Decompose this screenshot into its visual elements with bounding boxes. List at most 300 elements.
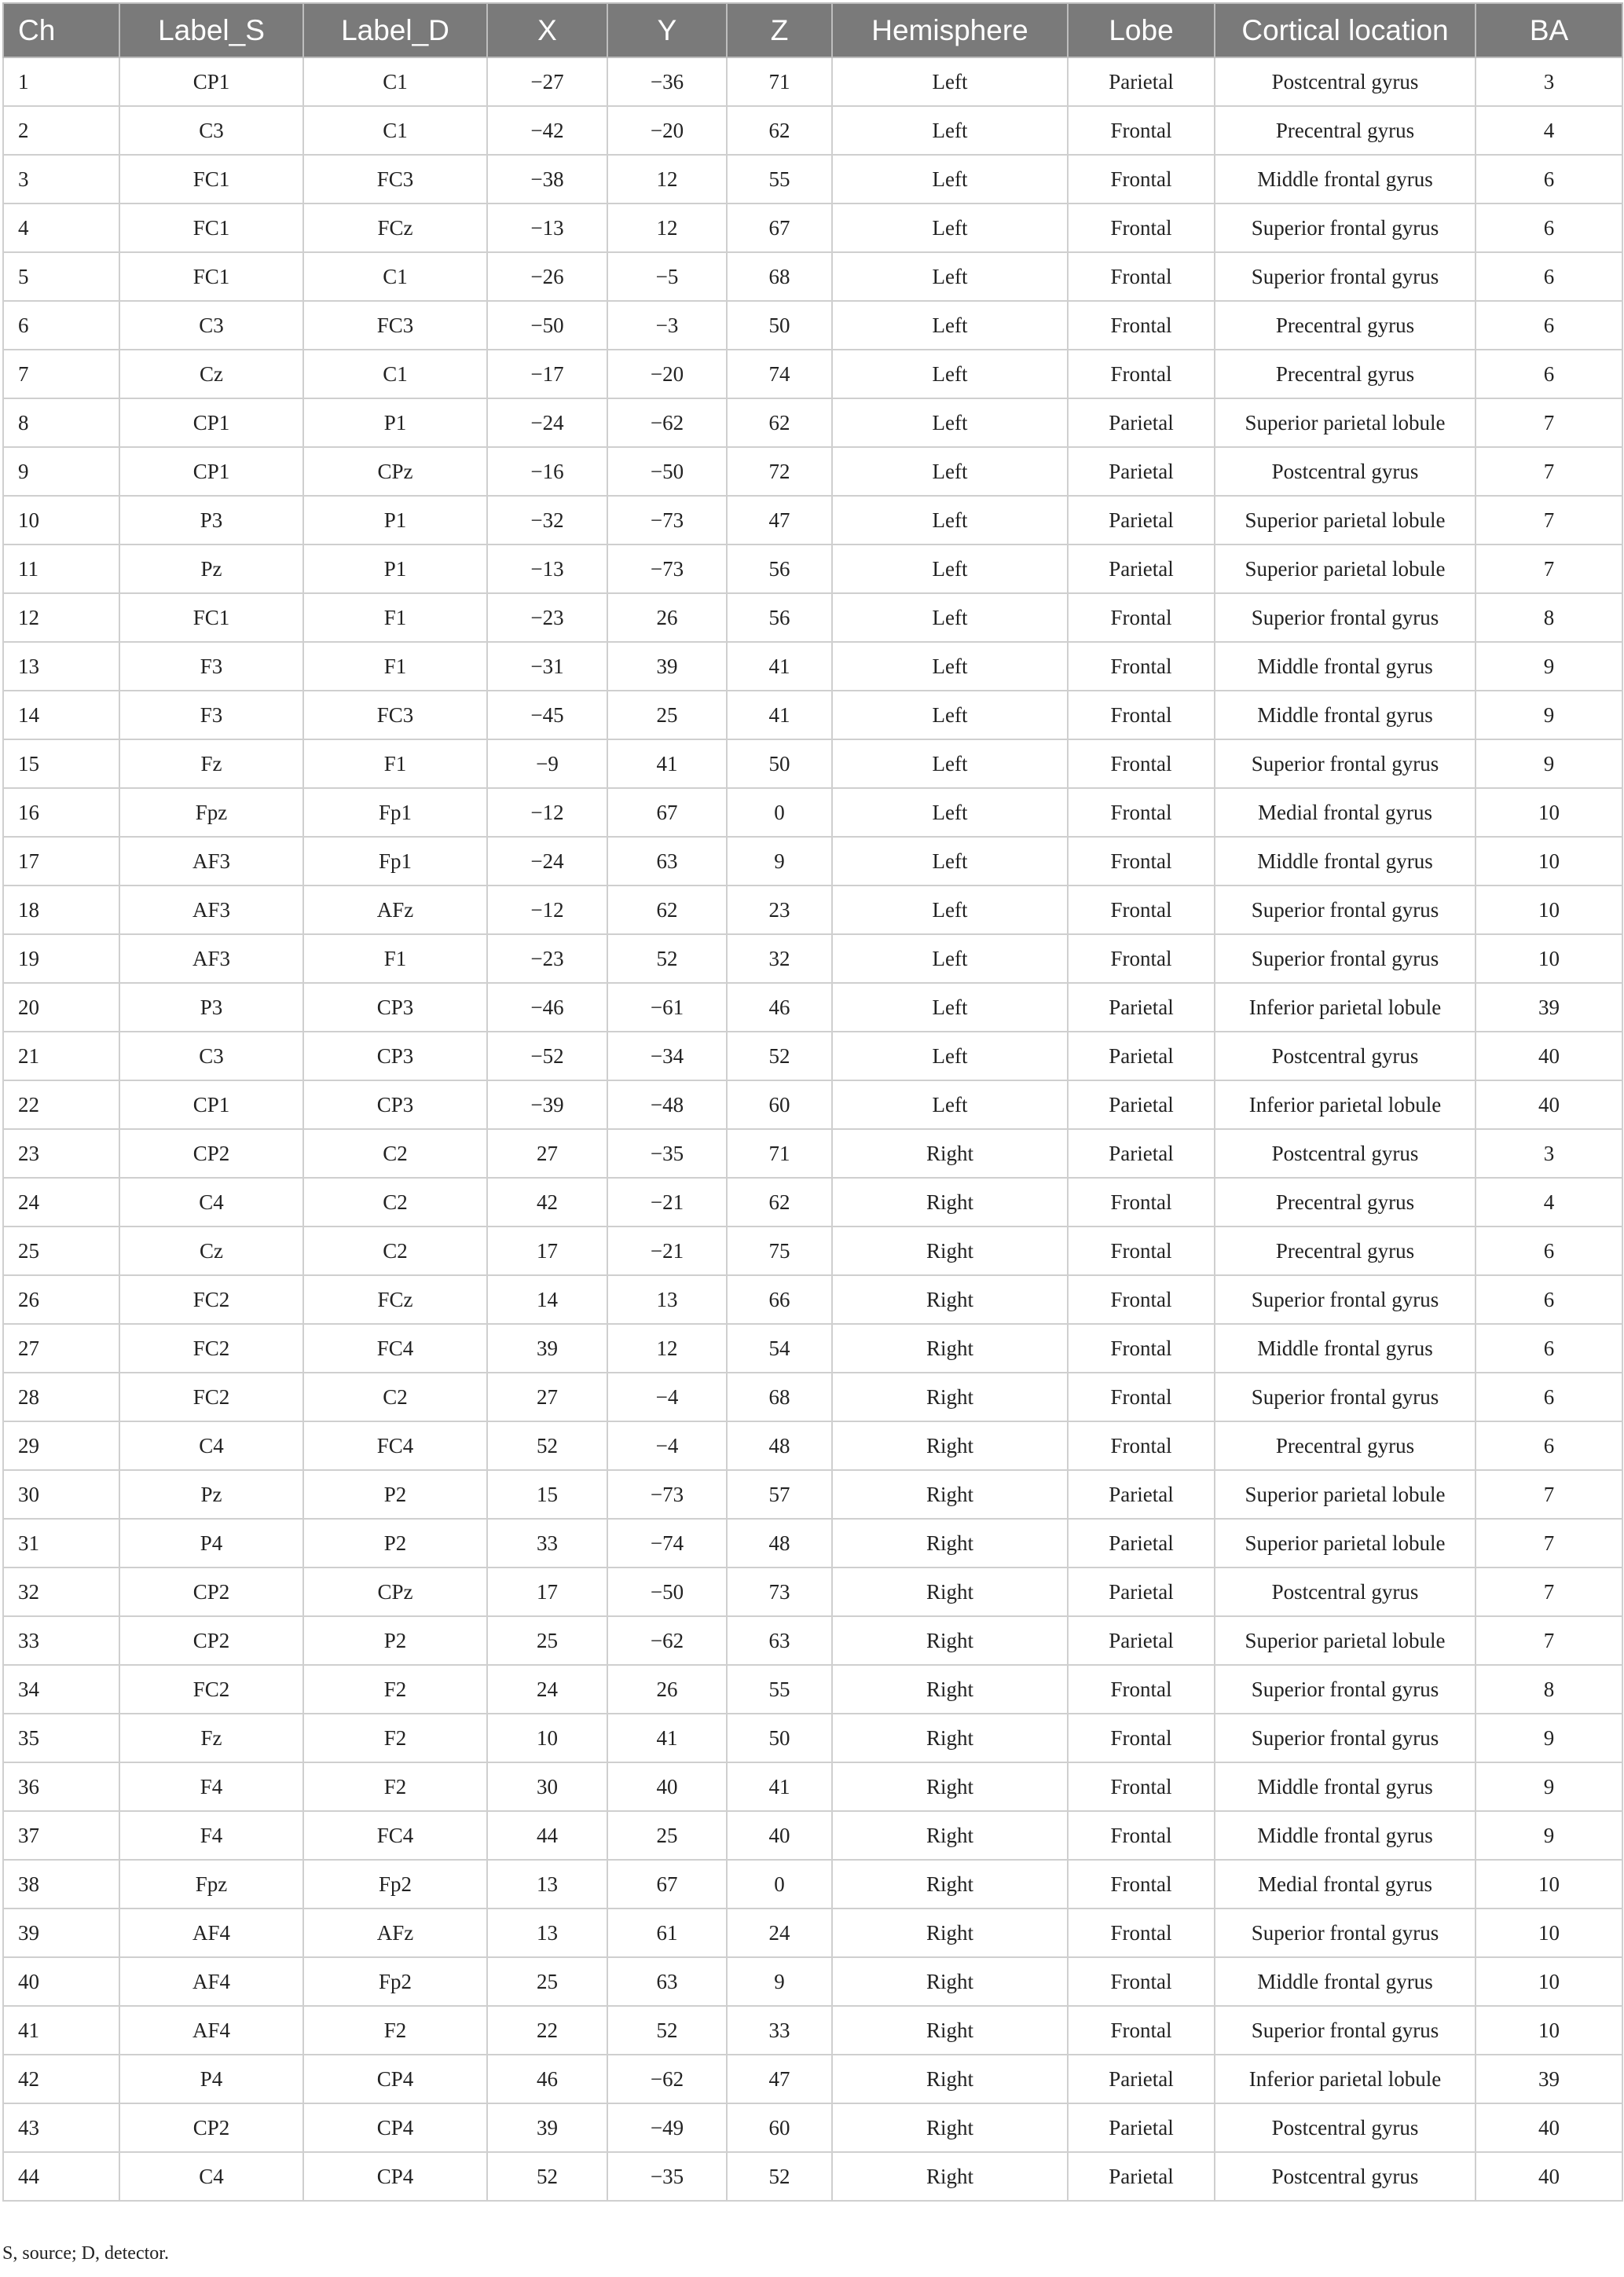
- cell-ba: 10: [1476, 1908, 1622, 1957]
- table-row: [3, 837, 1622, 886]
- cell-z: 50: [727, 1714, 832, 1762]
- table-row: [3, 934, 1622, 983]
- cell-y: −20: [607, 350, 727, 398]
- cell-z: 68: [727, 252, 832, 301]
- cell-x: −38: [487, 155, 607, 204]
- cell-ba: 3: [1476, 1129, 1622, 1178]
- cell-hemisphere: Left: [832, 155, 1068, 204]
- table-row: [3, 252, 1622, 301]
- cell-label-d: C1: [303, 252, 487, 301]
- cell-ba: 7: [1476, 447, 1622, 496]
- cell-label-s: FC1: [119, 155, 303, 204]
- cell-lobe: Frontal: [1068, 788, 1215, 837]
- cell-z: 62: [727, 1178, 832, 1226]
- cell-cortical-location: Inferior parietal lobule: [1215, 1080, 1476, 1129]
- cell-x: 25: [487, 1957, 607, 2006]
- cell-ba: 40: [1476, 1032, 1622, 1080]
- cell-label-s: C4: [119, 1178, 303, 1226]
- table-row: [3, 1470, 1622, 1519]
- table-row: [3, 788, 1622, 837]
- cell-hemisphere: Right: [832, 1226, 1068, 1275]
- cell-hemisphere: Right: [832, 1470, 1068, 1519]
- table-row: [3, 691, 1622, 739]
- cell-x: 22: [487, 2006, 607, 2055]
- cell-z: 63: [727, 1616, 832, 1665]
- cell-z: 55: [727, 1665, 832, 1714]
- cell-cortical-location: Superior frontal gyrus: [1215, 934, 1476, 983]
- cell-hemisphere: Right: [832, 2006, 1068, 2055]
- cell-label-s: FC2: [119, 1373, 303, 1421]
- cell-x: 52: [487, 2152, 607, 2201]
- cell-x: 17: [487, 1226, 607, 1275]
- cell-y: −5: [607, 252, 727, 301]
- cell-label-s: Fpz: [119, 1860, 303, 1908]
- cell-label-s: CP1: [119, 1080, 303, 1129]
- cell-y: −21: [607, 1178, 727, 1226]
- cell-label-s: P4: [119, 1519, 303, 1568]
- cell-ch: 29: [3, 1421, 119, 1470]
- channel-table: [2, 2, 1623, 2202]
- cell-lobe: Frontal: [1068, 1373, 1215, 1421]
- cell-ch: 30: [3, 1470, 119, 1519]
- cell-ba: 10: [1476, 837, 1622, 886]
- cell-ba: 40: [1476, 2152, 1622, 2201]
- cell-label-d: C2: [303, 1373, 487, 1421]
- cell-ba: 9: [1476, 739, 1622, 788]
- cell-z: 71: [727, 57, 832, 106]
- cell-label-s: C3: [119, 301, 303, 350]
- cell-label-s: AF3: [119, 934, 303, 983]
- cell-x: 25: [487, 1616, 607, 1665]
- table-row: [3, 1226, 1622, 1275]
- header-label-s: Label_S: [119, 3, 303, 57]
- cell-label-s: C3: [119, 106, 303, 155]
- cell-ch: 13: [3, 642, 119, 691]
- cell-lobe: Frontal: [1068, 886, 1215, 934]
- cell-ch: 10: [3, 496, 119, 544]
- cell-cortical-location: Superior frontal gyrus: [1215, 886, 1476, 934]
- cell-lobe: Frontal: [1068, 301, 1215, 350]
- table-row: [3, 1129, 1622, 1178]
- cell-x: 13: [487, 1908, 607, 1957]
- header-ch: Ch: [3, 3, 119, 57]
- cell-cortical-location: Superior frontal gyrus: [1215, 1714, 1476, 1762]
- cell-hemisphere: Left: [832, 886, 1068, 934]
- cell-ba: 10: [1476, 886, 1622, 934]
- cell-label-d: F1: [303, 593, 487, 642]
- cell-label-s: F3: [119, 691, 303, 739]
- table-row: [3, 106, 1622, 155]
- cell-hemisphere: Left: [832, 739, 1068, 788]
- cell-ba: 10: [1476, 2006, 1622, 2055]
- cell-z: 71: [727, 1129, 832, 1178]
- table-header-row: [3, 3, 1622, 57]
- cell-label-s: FC2: [119, 1275, 303, 1324]
- cell-ba: 7: [1476, 544, 1622, 593]
- cell-x: 14: [487, 1275, 607, 1324]
- cell-ba: 6: [1476, 204, 1622, 252]
- cell-ba: 6: [1476, 1275, 1622, 1324]
- table-row: [3, 1080, 1622, 1129]
- cell-z: 62: [727, 106, 832, 155]
- cell-ch: 14: [3, 691, 119, 739]
- cell-x: 46: [487, 2055, 607, 2103]
- cell-x: −24: [487, 398, 607, 447]
- cell-z: 60: [727, 2103, 832, 2152]
- cell-hemisphere: Left: [832, 57, 1068, 106]
- cell-y: −4: [607, 1421, 727, 1470]
- cell-hemisphere: Left: [832, 106, 1068, 155]
- table-row: [3, 1178, 1622, 1226]
- cell-cortical-location: Superior frontal gyrus: [1215, 1275, 1476, 1324]
- cell-label-s: C3: [119, 1032, 303, 1080]
- cell-ch: 40: [3, 1957, 119, 2006]
- cell-ch: 26: [3, 1275, 119, 1324]
- header-hemisphere: Hemisphere: [832, 3, 1068, 57]
- cell-ba: 7: [1476, 1616, 1622, 1665]
- cell-label-s: C4: [119, 1421, 303, 1470]
- cell-hemisphere: Right: [832, 1324, 1068, 1373]
- cell-cortical-location: Precentral gyrus: [1215, 1226, 1476, 1275]
- cell-lobe: Parietal: [1068, 544, 1215, 593]
- cell-ch: 32: [3, 1568, 119, 1616]
- cell-cortical-location: Superior parietal lobule: [1215, 398, 1476, 447]
- cell-ch: 24: [3, 1178, 119, 1226]
- cell-hemisphere: Right: [832, 1421, 1068, 1470]
- cell-x: −12: [487, 886, 607, 934]
- table-body: [3, 57, 1622, 2201]
- cell-ch: 35: [3, 1714, 119, 1762]
- table-row: [3, 1908, 1622, 1957]
- cell-y: 12: [607, 155, 727, 204]
- table-row: [3, 204, 1622, 252]
- cell-ba: 10: [1476, 1860, 1622, 1908]
- cell-lobe: Parietal: [1068, 496, 1215, 544]
- cell-hemisphere: Left: [832, 642, 1068, 691]
- cell-z: 73: [727, 1568, 832, 1616]
- cell-hemisphere: Left: [832, 544, 1068, 593]
- cell-ch: 28: [3, 1373, 119, 1421]
- cell-cortical-location: Postcentral gyrus: [1215, 2103, 1476, 2152]
- cell-lobe: Frontal: [1068, 1860, 1215, 1908]
- cell-label-s: CP2: [119, 1568, 303, 1616]
- cell-ch: 19: [3, 934, 119, 983]
- cell-lobe: Parietal: [1068, 1519, 1215, 1568]
- cell-y: −4: [607, 1373, 727, 1421]
- cell-y: 39: [607, 642, 727, 691]
- table-row: [3, 1665, 1622, 1714]
- cell-ba: 7: [1476, 1470, 1622, 1519]
- cell-label-s: AF3: [119, 886, 303, 934]
- cell-ch: 36: [3, 1762, 119, 1811]
- cell-label-s: CP2: [119, 2103, 303, 2152]
- cell-ba: 6: [1476, 350, 1622, 398]
- cell-label-d: C1: [303, 350, 487, 398]
- cell-hemisphere: Left: [832, 1032, 1068, 1080]
- cell-cortical-location: Superior frontal gyrus: [1215, 1373, 1476, 1421]
- cell-x: 24: [487, 1665, 607, 1714]
- cell-hemisphere: Left: [832, 301, 1068, 350]
- cell-label-s: CP2: [119, 1616, 303, 1665]
- cell-ba: 7: [1476, 1568, 1622, 1616]
- cell-lobe: Parietal: [1068, 57, 1215, 106]
- cell-ch: 42: [3, 2055, 119, 2103]
- cell-y: −20: [607, 106, 727, 155]
- cell-y: −35: [607, 1129, 727, 1178]
- cell-y: −34: [607, 1032, 727, 1080]
- cell-ba: 6: [1476, 1324, 1622, 1373]
- cell-z: 56: [727, 593, 832, 642]
- cell-y: 12: [607, 204, 727, 252]
- cell-label-d: FC4: [303, 1324, 487, 1373]
- cell-x: 15: [487, 1470, 607, 1519]
- cell-label-s: P3: [119, 496, 303, 544]
- cell-lobe: Frontal: [1068, 204, 1215, 252]
- cell-y: 61: [607, 1908, 727, 1957]
- cell-x: −31: [487, 642, 607, 691]
- cell-label-s: AF4: [119, 1908, 303, 1957]
- cell-x: −52: [487, 1032, 607, 1080]
- cell-label-d: CP3: [303, 1032, 487, 1080]
- cell-x: −46: [487, 983, 607, 1032]
- cell-ch: 3: [3, 155, 119, 204]
- cell-ch: 38: [3, 1860, 119, 1908]
- cell-hemisphere: Left: [832, 1080, 1068, 1129]
- table-row: [3, 593, 1622, 642]
- cell-lobe: Parietal: [1068, 1032, 1215, 1080]
- cell-x: 17: [487, 1568, 607, 1616]
- cell-ba: 7: [1476, 1519, 1622, 1568]
- cell-label-d: FC3: [303, 691, 487, 739]
- cell-z: 48: [727, 1519, 832, 1568]
- cell-label-d: F2: [303, 1762, 487, 1811]
- cell-label-s: F4: [119, 1811, 303, 1860]
- cell-y: −61: [607, 983, 727, 1032]
- cell-hemisphere: Right: [832, 2152, 1068, 2201]
- cell-z: 41: [727, 642, 832, 691]
- cell-ch: 18: [3, 886, 119, 934]
- cell-cortical-location: Postcentral gyrus: [1215, 447, 1476, 496]
- cell-label-s: C4: [119, 2152, 303, 2201]
- cell-y: −48: [607, 1080, 727, 1129]
- cell-y: 40: [607, 1762, 727, 1811]
- cell-z: 46: [727, 983, 832, 1032]
- cell-cortical-location: Middle frontal gyrus: [1215, 837, 1476, 886]
- cell-y: 41: [607, 739, 727, 788]
- cell-z: 0: [727, 1860, 832, 1908]
- table-row: [3, 447, 1622, 496]
- cell-lobe: Frontal: [1068, 1811, 1215, 1860]
- cell-cortical-location: Middle frontal gyrus: [1215, 1957, 1476, 2006]
- cell-x: 42: [487, 1178, 607, 1226]
- table-row: [3, 1811, 1622, 1860]
- cell-x: 13: [487, 1860, 607, 1908]
- cell-x: 44: [487, 1811, 607, 1860]
- cell-label-d: F2: [303, 2006, 487, 2055]
- cell-hemisphere: Left: [832, 691, 1068, 739]
- cell-label-s: FC2: [119, 1665, 303, 1714]
- table-row: [3, 1860, 1622, 1908]
- cell-cortical-location: Precentral gyrus: [1215, 1421, 1476, 1470]
- cell-ba: 6: [1476, 1373, 1622, 1421]
- cell-label-s: F4: [119, 1762, 303, 1811]
- cell-ch: 11: [3, 544, 119, 593]
- cell-lobe: Frontal: [1068, 1324, 1215, 1373]
- cell-x: −12: [487, 788, 607, 837]
- cell-label-s: CP2: [119, 1129, 303, 1178]
- cell-label-s: CP1: [119, 57, 303, 106]
- cell-cortical-location: Precentral gyrus: [1215, 106, 1476, 155]
- cell-ba: 6: [1476, 1421, 1622, 1470]
- cell-ba: 10: [1476, 1957, 1622, 2006]
- cell-label-d: P1: [303, 544, 487, 593]
- cell-hemisphere: Left: [832, 788, 1068, 837]
- cell-hemisphere: Right: [832, 1665, 1068, 1714]
- cell-ba: 6: [1476, 1226, 1622, 1275]
- cell-cortical-location: Middle frontal gyrus: [1215, 1324, 1476, 1373]
- table-row: [3, 398, 1622, 447]
- cell-label-d: F2: [303, 1714, 487, 1762]
- cell-y: 26: [607, 1665, 727, 1714]
- cell-x: −13: [487, 204, 607, 252]
- cell-cortical-location: Precentral gyrus: [1215, 301, 1476, 350]
- header-lobe: Lobe: [1068, 3, 1215, 57]
- cell-label-d: FC3: [303, 155, 487, 204]
- cell-label-d: Fp2: [303, 1860, 487, 1908]
- cell-lobe: Parietal: [1068, 1080, 1215, 1129]
- cell-z: 72: [727, 447, 832, 496]
- cell-x: −9: [487, 739, 607, 788]
- cell-hemisphere: Right: [832, 1178, 1068, 1226]
- table-row: [3, 2103, 1622, 2152]
- cell-hemisphere: Right: [832, 1762, 1068, 1811]
- cell-label-d: C1: [303, 106, 487, 155]
- cell-y: 13: [607, 1275, 727, 1324]
- cell-hemisphere: Left: [832, 447, 1068, 496]
- table-footnote: S, source; D, detector.: [2, 2243, 169, 2264]
- cell-cortical-location: Postcentral gyrus: [1215, 2152, 1476, 2201]
- cell-label-d: CPz: [303, 447, 487, 496]
- cell-label-s: AF4: [119, 1957, 303, 2006]
- cell-hemisphere: Left: [832, 398, 1068, 447]
- cell-x: −24: [487, 837, 607, 886]
- cell-ba: 7: [1476, 496, 1622, 544]
- cell-hemisphere: Right: [832, 1129, 1068, 1178]
- cell-y: 62: [607, 886, 727, 934]
- cell-x: −26: [487, 252, 607, 301]
- cell-z: 54: [727, 1324, 832, 1373]
- cell-ba: 10: [1476, 788, 1622, 837]
- cell-cortical-location: Postcentral gyrus: [1215, 57, 1476, 106]
- cell-label-d: CP4: [303, 2152, 487, 2201]
- cell-ch: 23: [3, 1129, 119, 1178]
- cell-label-d: P2: [303, 1519, 487, 1568]
- cell-x: −13: [487, 544, 607, 593]
- table-row: [3, 739, 1622, 788]
- cell-label-d: AFz: [303, 1908, 487, 1957]
- table-row: [3, 1421, 1622, 1470]
- cell-label-d: CP3: [303, 1080, 487, 1129]
- cell-z: 40: [727, 1811, 832, 1860]
- cell-label-d: P2: [303, 1616, 487, 1665]
- cell-y: 67: [607, 1860, 727, 1908]
- table-row: [3, 2152, 1622, 2201]
- cell-ch: 7: [3, 350, 119, 398]
- cell-label-d: Fp1: [303, 837, 487, 886]
- cell-y: −62: [607, 1616, 727, 1665]
- cell-label-d: Fp1: [303, 788, 487, 837]
- cell-lobe: Frontal: [1068, 350, 1215, 398]
- cell-lobe: Parietal: [1068, 1470, 1215, 1519]
- cell-ch: 9: [3, 447, 119, 496]
- cell-x: 10: [487, 1714, 607, 1762]
- cell-hemisphere: Left: [832, 496, 1068, 544]
- cell-x: 33: [487, 1519, 607, 1568]
- cell-hemisphere: Right: [832, 1714, 1068, 1762]
- cell-x: −23: [487, 934, 607, 983]
- cell-x: −17: [487, 350, 607, 398]
- cell-z: 41: [727, 691, 832, 739]
- cell-label-d: CP4: [303, 2055, 487, 2103]
- table-row: [3, 57, 1622, 106]
- cell-label-d: F1: [303, 642, 487, 691]
- table-row: [3, 1762, 1622, 1811]
- cell-ba: 3: [1476, 57, 1622, 106]
- cell-cortical-location: Superior frontal gyrus: [1215, 2006, 1476, 2055]
- cell-x: −23: [487, 593, 607, 642]
- cell-ba: 4: [1476, 1178, 1622, 1226]
- cell-z: 57: [727, 1470, 832, 1519]
- cell-cortical-location: Superior parietal lobule: [1215, 544, 1476, 593]
- cell-y: 26: [607, 593, 727, 642]
- table-row: [3, 301, 1622, 350]
- cell-cortical-location: Medial frontal gyrus: [1215, 788, 1476, 837]
- table-row: [3, 1714, 1622, 1762]
- cell-label-s: FC2: [119, 1324, 303, 1373]
- cell-label-d: F1: [303, 934, 487, 983]
- cell-z: 55: [727, 155, 832, 204]
- cell-y: −74: [607, 1519, 727, 1568]
- cell-hemisphere: Right: [832, 1860, 1068, 1908]
- cell-x: 27: [487, 1373, 607, 1421]
- cell-ch: 8: [3, 398, 119, 447]
- cell-z: 24: [727, 1908, 832, 1957]
- cell-y: −73: [607, 544, 727, 593]
- cell-z: 62: [727, 398, 832, 447]
- cell-ba: 6: [1476, 252, 1622, 301]
- cell-x: −39: [487, 1080, 607, 1129]
- cell-ch: 43: [3, 2103, 119, 2152]
- cell-ch: 37: [3, 1811, 119, 1860]
- cell-label-d: FC3: [303, 301, 487, 350]
- cell-lobe: Frontal: [1068, 739, 1215, 788]
- cell-lobe: Frontal: [1068, 1275, 1215, 1324]
- cell-ch: 6: [3, 301, 119, 350]
- cell-y: −49: [607, 2103, 727, 2152]
- cell-hemisphere: Right: [832, 1957, 1068, 2006]
- cell-cortical-location: Postcentral gyrus: [1215, 1129, 1476, 1178]
- cell-ba: 9: [1476, 1811, 1622, 1860]
- cell-label-s: AF4: [119, 2006, 303, 2055]
- cell-ch: 17: [3, 837, 119, 886]
- cell-ch: 5: [3, 252, 119, 301]
- cell-y: 63: [607, 837, 727, 886]
- cell-z: 0: [727, 788, 832, 837]
- table-row: [3, 2055, 1622, 2103]
- cell-y: −36: [607, 57, 727, 106]
- cell-ch: 31: [3, 1519, 119, 1568]
- cell-ch: 21: [3, 1032, 119, 1080]
